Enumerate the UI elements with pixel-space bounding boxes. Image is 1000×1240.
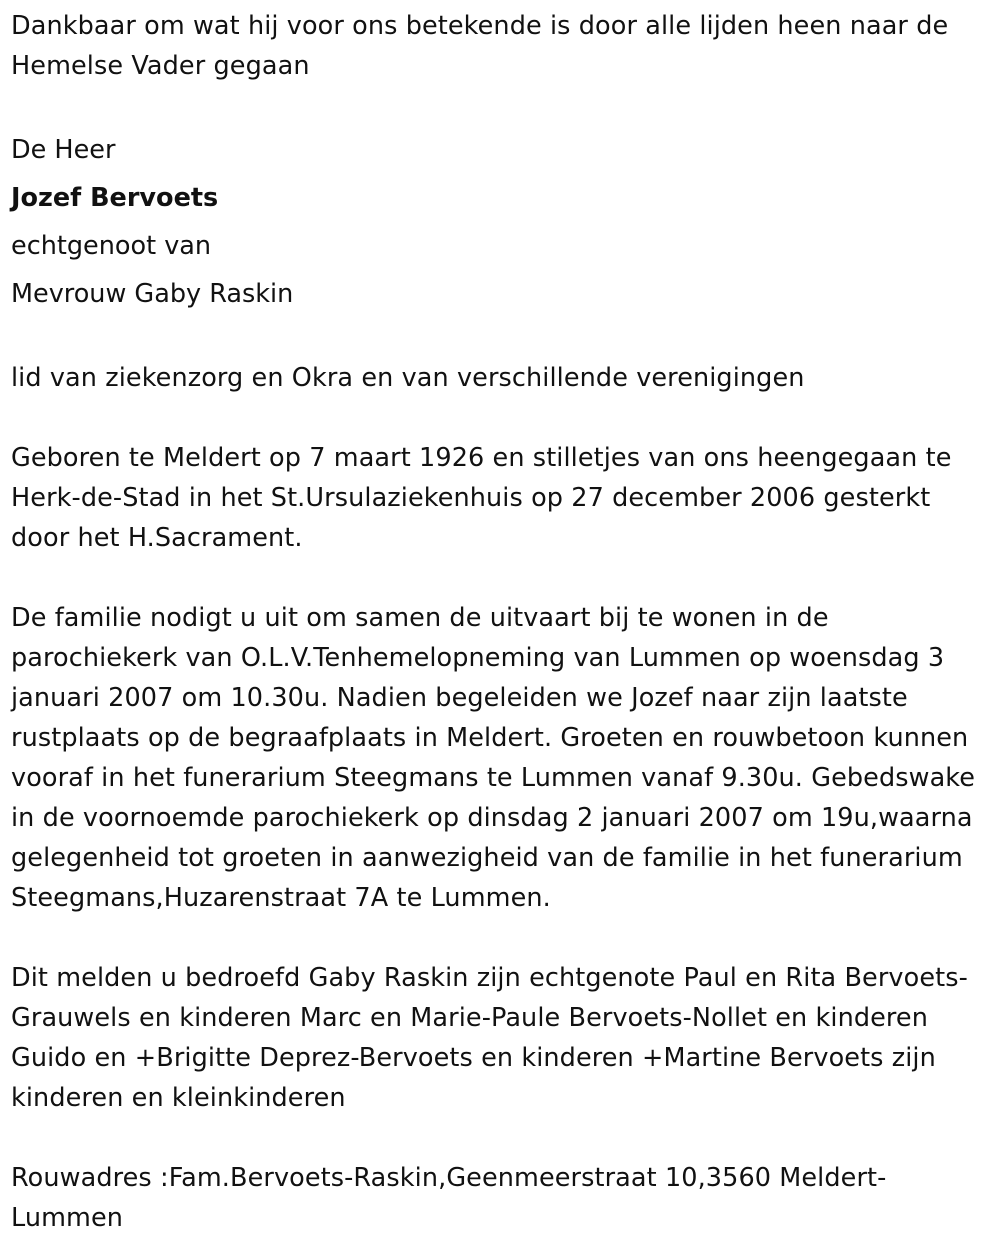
family-text: Dit melden u bedroefd Gaby Raskin zijn echtgenote Paul en Rita Bervoets-Grauwels en kinderen Marc en Marie-Paule Bervoets-Nollet en kinderen Guido en +Brigitte Deprez-Bervoets en kinderen +Martine Bervoets zijn kinderen en kleinkinderen xyxy=(11,963,968,1113)
deceased-name: Jozef Bervoets xyxy=(11,183,219,213)
intro-text: Dankbaar om wat hij voor ons betekende is door alle lijden heen naar de Hemelse Vader gegaan xyxy=(11,11,949,81)
spacer xyxy=(11,558,990,598)
spacer xyxy=(11,1118,990,1158)
spacer xyxy=(11,86,990,126)
address-text: Rouwadres :Fam.Bervoets-Raskin,Geenmeerstraat 10,3560 Meldert-Lummen xyxy=(11,1163,887,1233)
spouse-name: Mevrouw Gaby Raskin xyxy=(11,279,294,309)
deceased-block xyxy=(11,126,990,318)
funeral-text: De familie nodigt u uit om samen de uitvaart bij te wonen in de parochiekerk van O.L.V.Tenhemelopneming van Lummen op woensdag 3 januari 2007 om 10.30u. Nadien begeleiden we Jozef naar zijn laatste rustplaats op de begraafplaats in Meldert. Groeten en rouwbetoon kunnen vooraf in het funerarium Steegmans te Lummen vanaf 9.30u. Gebedswake in de voornoemde parochiekerk op dinsdag 2 januari 2007 om 19u,waarna gelegenheid tot groeten in aanwezigheid van de familie in het funerarium Steegmans,Huzarenstraat 7A te Lummen. xyxy=(11,603,976,913)
title-text: De Heer xyxy=(11,135,116,165)
birth-death-text: Geboren te Meldert op 7 maart 1926 en stilletjes van ons heengegaan te Herk-de-Stad in het St.Ursulaziekenhuis op 27 december 2006 gesterkt door het H.Sacrament. xyxy=(11,443,952,553)
spacer xyxy=(11,398,990,438)
relation-text: echtgenoot van xyxy=(11,231,212,261)
spacer xyxy=(11,918,990,958)
membership-text: lid van ziekenzorg en Okra en van verschillende verenigingen xyxy=(11,363,805,393)
spacer xyxy=(11,318,990,358)
